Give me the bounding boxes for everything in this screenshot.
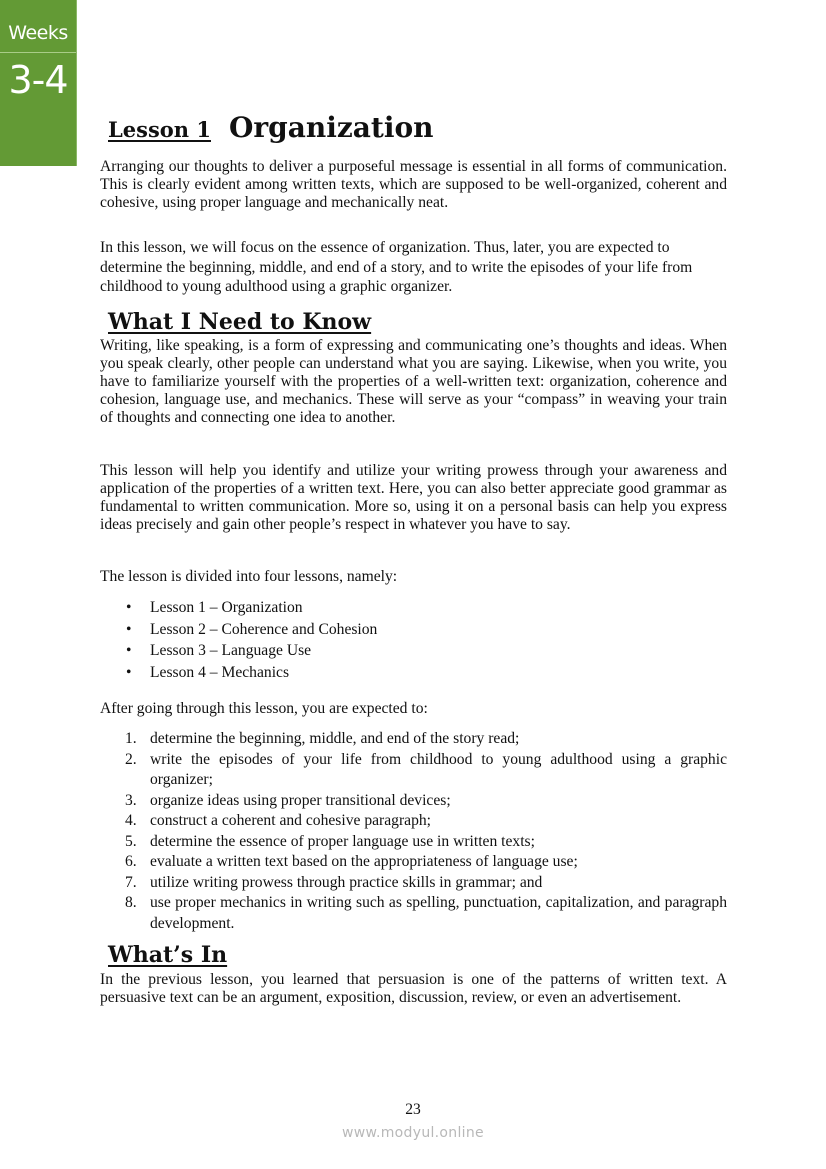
lesson-division-intro: The lesson is divided into four lessons, namely: [100,568,398,585]
list-item-text: write the episodes of your life from childhood to young adulthood using a graphic organizer; [150,750,727,788]
list-number: 6. [125,853,137,870]
watermark: www.modyul.online [342,1125,484,1141]
list-item [100,811,727,832]
list-item-text: Lesson 3 – Language Use [150,642,312,659]
whats-in-paragraph: In the previous lesson, you learned that persuasion is one of the patterns of written text. A persuasive text can be an argument, exposition, discussion, review, or even an advertisement. [100,971,727,1006]
list-item-text: determine the essence of proper language use in written texts; [150,832,535,850]
list-item-text: use proper mechanics in writing such as spelling, punctuation, capitalization, and paragraph development. [150,894,727,932]
bullet-icon: • [126,642,132,659]
lesson-title-row [108,111,434,144]
bullet-icon: • [126,599,132,616]
weeks-divider [0,52,76,53]
lesson-number: Lesson 1 [108,117,211,142]
list-item [100,729,727,750]
list-number: 8. [125,894,137,911]
list-item [100,750,727,791]
list-item [100,832,727,853]
list-item [100,662,727,684]
list-item [100,597,727,619]
list-item-text: organize ideas using proper transitional devices; [150,791,451,809]
list-number: 7. [125,873,137,891]
bullet-icon: • [126,620,132,638]
list-item [100,619,727,641]
bullet-icon: • [126,663,132,681]
lesson-title: Organization [228,111,434,144]
page-number: 23 [405,1101,421,1118]
lessons-list [100,597,727,683]
weeks-label: Weeks [8,22,68,44]
section-heading-what-i-need-to-know: What I Need to Know [108,309,372,335]
list-number: 4. [125,812,137,829]
list-item [100,791,727,812]
need-to-know-paragraph-1: Writing, like speaking, is a form of expressing and communicating one’s thoughts and ideas. When you speak clearly, other people can understand what you are saying. Likewise, when you write, you have to familiarize yourself with the properties of a well-written text: organization, coherence and cohesion, language use, and mechanics. These will serve as your “compass” in weaving your train of thoughts and connecting one idea to another. [100,337,727,426]
list-item-text: Lesson 1 – Organization [150,599,303,616]
list-item [100,893,727,934]
list-number: 5. [125,832,137,850]
list-item [100,873,727,894]
list-item [100,852,727,873]
list-item-text: evaluate a written text based on the appropriateness of language use; [150,853,578,870]
intro-paragraph-2: In this lesson, we will focus on the essence of organization. Thus, later, you are expected to determine the beginning, middle, and end of a story, and to write the episodes of your life from childhood to young adulthood using a graphic organizer. [100,239,693,295]
list-item-text: Lesson 2 – Coherence and Cohesion [150,620,378,638]
list-number: 2. [125,750,137,768]
section-heading-whats-in: What’s In [108,942,228,968]
list-item [100,640,727,662]
list-number: 1. [125,730,137,747]
list-item-text: construct a coherent and cohesive paragraph; [150,812,431,829]
objectives-intro: After going through this lesson, you are expected to: [100,700,428,717]
list-number: 3. [125,791,137,809]
weeks-tab [0,0,77,166]
need-to-know-paragraph-2: This lesson will help you identify and utilize your writing prowess through your awareness and application of the properties of a written text. Here, you can also better appreciate good grammar as fundamental to written communication. More so, using it on a personal basis can help you express ideas precisely and gain other people’s respect in whatever you have to say. [100,462,727,533]
list-item-text: Lesson 4 – Mechanics [150,663,290,681]
objectives-list [100,729,727,934]
intro-paragraph-1: Arranging our thoughts to deliver a purposeful message is essential in all forms of communication. This is clearly evident among written texts, which are supposed to be well-organized, coherent and cohesive, using proper language and mechanically neat. [100,158,727,211]
list-item-text: determine the beginning, middle, and end of the story read; [150,730,520,747]
list-item-text: utilize writing prowess through practice skills in grammar; and [150,873,543,891]
weeks-number: 3-4 [8,58,68,102]
